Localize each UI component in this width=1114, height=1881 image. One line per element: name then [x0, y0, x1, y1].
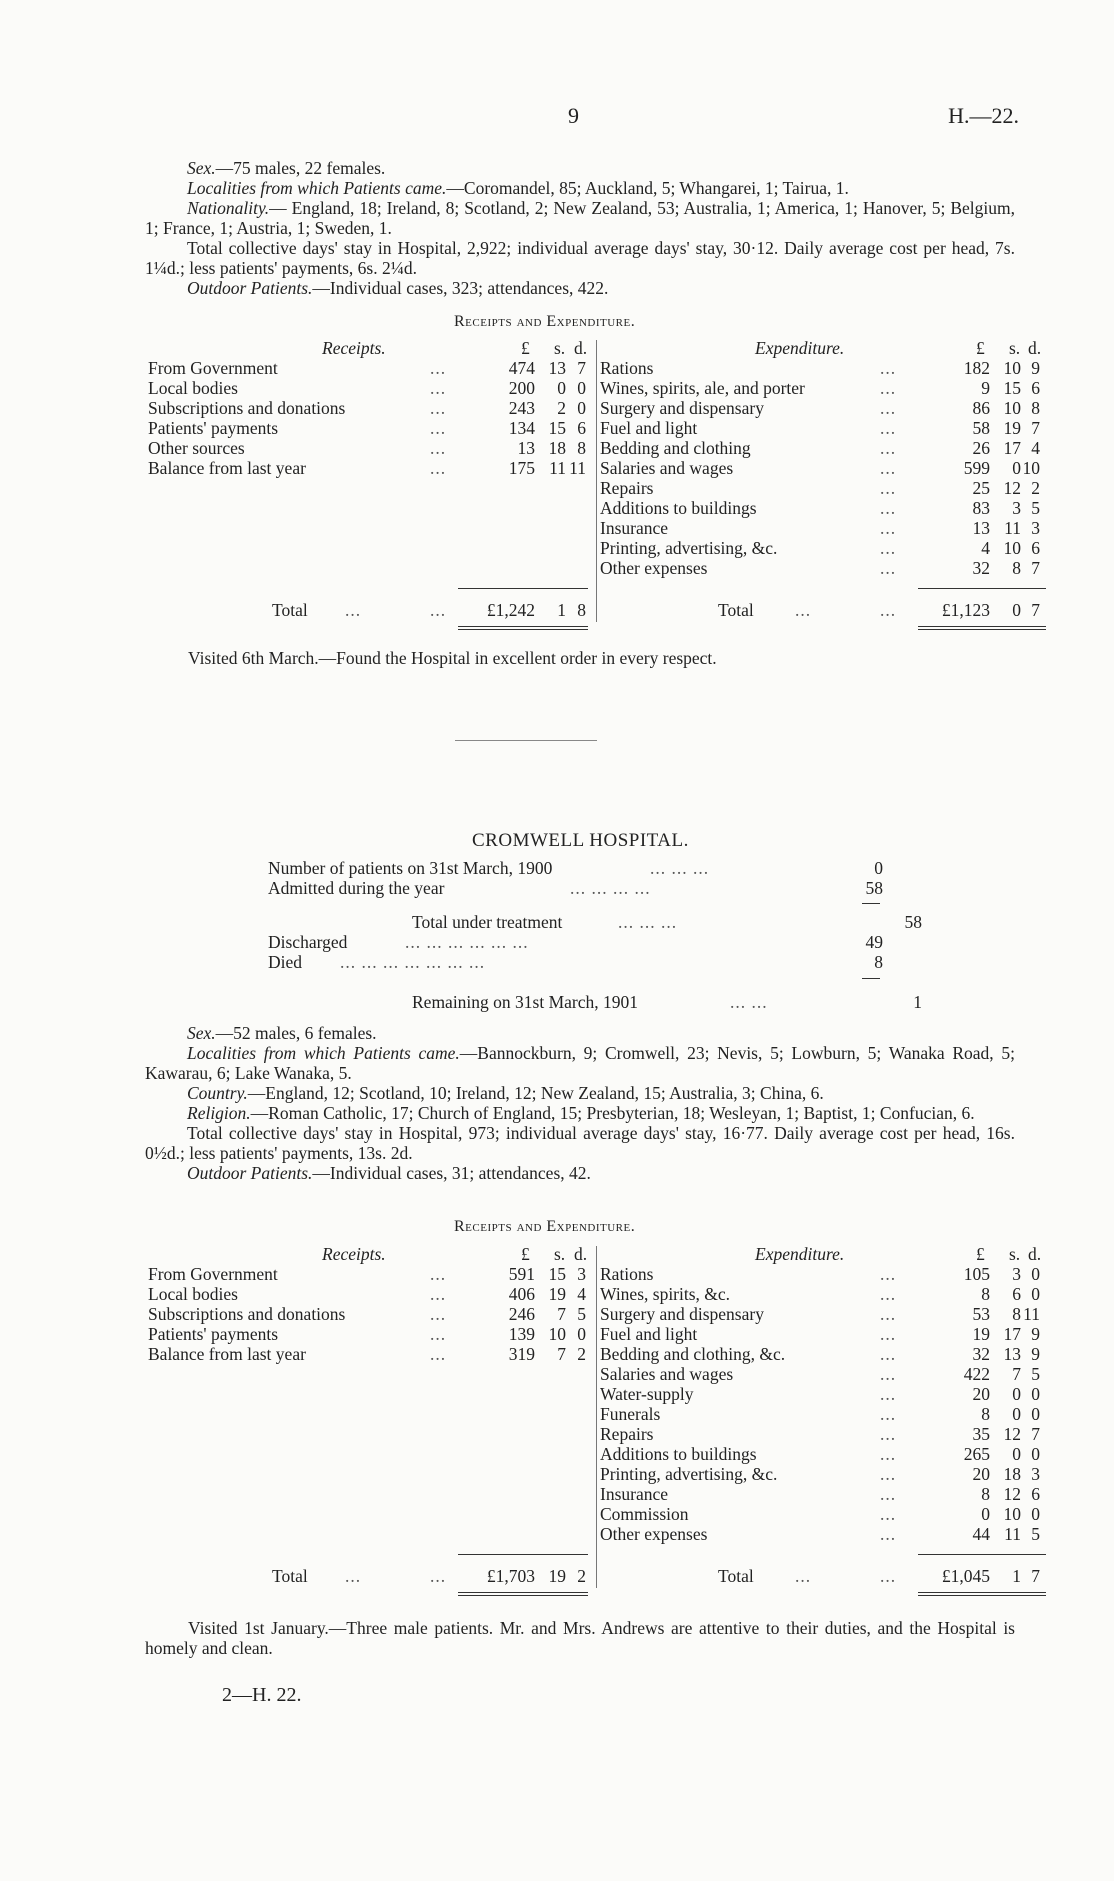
- leader-dots: ...: [880, 518, 897, 538]
- leader-dots: ...: [880, 600, 897, 620]
- receipt-pence: 0: [577, 1324, 586, 1344]
- expenditure-pence: 5: [1031, 1364, 1040, 1384]
- expenditure-shillings: 6: [1012, 1284, 1021, 1304]
- leader-dots: ...: [880, 1424, 897, 1444]
- expenditure-total-pence: 7: [1031, 600, 1040, 620]
- expenditure-shillings: 0: [1012, 1444, 1021, 1464]
- expenditure-label: Salaries and wages: [600, 458, 734, 478]
- expenditure-shillings: 10: [1003, 1504, 1021, 1524]
- receipt-pounds: 200: [508, 378, 535, 398]
- leader-dots: ...: [880, 358, 897, 378]
- stat-value: 0: [874, 858, 883, 878]
- expenditure-heading: Expenditure.: [755, 338, 845, 358]
- hospital2-statistics: [145, 1023, 1015, 1183]
- expenditure-label: Repairs: [600, 1424, 654, 1444]
- receipt-shillings: 7: [557, 1304, 566, 1324]
- expenditure-shillings: 13: [1003, 1344, 1021, 1364]
- paragraph-text: —Bannockburn, 9; Cromwell, 23; Nevis, 5; Lowburn, 5; Wanaka Road, 5; Kawarau, 6; Lake Wanaka, 5.: [145, 1043, 1015, 1083]
- receipt-pounds: 243: [508, 398, 535, 418]
- receipts-total-pence: 2: [577, 1566, 586, 1586]
- expenditure-shillings: 10: [1003, 358, 1021, 378]
- sum-line: [918, 588, 1046, 589]
- receipt-pounds: 474: [508, 358, 535, 378]
- paragraph-text: Total collective days' stay in Hospital, 973; individual average days' stay, 16·77. Daily average cost per head, 16s. 0½d.; less patients' payments, 13s. 2d.: [145, 1123, 1015, 1163]
- leader-dots: ...: [880, 558, 897, 578]
- leader-dots: ... ...: [730, 992, 768, 1012]
- sum-line: [458, 1554, 588, 1555]
- stat-paragraph: [145, 1163, 1015, 1183]
- receipt-pence: 0: [577, 378, 586, 398]
- stat-value: 49: [865, 932, 883, 952]
- expenditure-pounds: 8: [981, 1404, 990, 1424]
- expenditure-pence: 3: [1031, 518, 1040, 538]
- receipt-label: Balance from last year: [148, 1344, 306, 1364]
- expenditure-pounds: 19: [972, 1324, 990, 1344]
- expenditure-label: Bedding and clothing: [600, 438, 751, 458]
- leader-dots: ...: [880, 538, 897, 558]
- leader-dots: ...: [430, 418, 447, 438]
- leader-dots: ...: [880, 1324, 897, 1344]
- leader-dots: ...: [880, 1504, 897, 1524]
- stat-value: 58: [904, 912, 922, 932]
- hospital1-statistics: [145, 158, 1015, 298]
- expenditure-label: Repairs: [600, 478, 654, 498]
- receipt-pence: 6: [577, 418, 586, 438]
- leader-dots: ...: [880, 1404, 897, 1424]
- expenditure-label: Fuel and light: [600, 418, 698, 438]
- leader-dots: ...: [430, 600, 447, 620]
- expenditure-total-label: Total: [718, 600, 754, 620]
- expenditure-shillings: 15: [1003, 378, 1021, 398]
- expenditure-label: Printing, advertising, &c.: [600, 538, 778, 558]
- paragraph-label: Localities from which Patients came.: [187, 1043, 460, 1063]
- receipt-label: Patients' payments: [148, 418, 279, 438]
- receipts-total-shillings: 1: [557, 600, 566, 620]
- receipt-pounds: 406: [508, 1284, 535, 1304]
- expenditure-pence: 8: [1031, 398, 1040, 418]
- expenditure-pounds: 13: [972, 518, 990, 538]
- receipt-label: From Government: [148, 1264, 278, 1284]
- double-underline: [918, 1592, 1046, 1593]
- expenditure-pounds: 25: [972, 478, 990, 498]
- expenditure-pence: 7: [1031, 1424, 1040, 1444]
- col-header-shillings: s.: [1009, 1244, 1021, 1264]
- stat-paragraph: [145, 1123, 1015, 1163]
- paragraph-label: Outdoor Patients.: [187, 278, 313, 298]
- leader-dots: ...: [430, 1264, 447, 1284]
- expenditure-label: Surgery and dispensary: [600, 1304, 764, 1324]
- column-divider: [596, 340, 597, 622]
- paragraph-text: —Roman Catholic, 17; Church of England, 15; Presbyterian, 18; Wesleyan, 1; Baptist, 1; Confucian, 6.: [250, 1103, 975, 1123]
- double-underline: [458, 626, 588, 627]
- receipt-shillings: 11: [549, 458, 566, 478]
- expenditure-pounds: 4: [981, 538, 990, 558]
- col-header-pence: d.: [574, 338, 588, 358]
- footer-signature: 2—H. 22.: [222, 1684, 302, 1706]
- paragraph-text: —75 males, 22 females.: [215, 158, 386, 178]
- expenditure-shillings: 12: [1003, 478, 1021, 498]
- expenditure-label: Rations: [600, 1264, 654, 1284]
- leader-dots: ... ... ... ... ... ...: [405, 932, 529, 952]
- expenditure-label: Insurance: [600, 518, 669, 538]
- paragraph-label: Sex.: [187, 1023, 216, 1043]
- expenditure-pounds: 8: [981, 1484, 990, 1504]
- leader-dots: ...: [430, 398, 447, 418]
- expenditure-pence: 4: [1031, 438, 1040, 458]
- receipt-pence: 8: [577, 438, 586, 458]
- leader-dots: ...: [880, 1344, 897, 1364]
- expenditure-shillings: 18: [1003, 1464, 1021, 1484]
- receipt-label: From Government: [148, 358, 278, 378]
- expenditure-label: Other expenses: [600, 1524, 708, 1544]
- expenditure-pounds: 83: [972, 498, 990, 518]
- expenditure-pounds: 599: [963, 458, 990, 478]
- receipt-label: Subscriptions and donations: [148, 1304, 346, 1324]
- expenditure-label: Other expenses: [600, 558, 708, 578]
- double-underline: [918, 629, 1046, 630]
- receipt-shillings: 15: [548, 1264, 566, 1284]
- receipt-shillings: 0: [557, 378, 566, 398]
- expenditure-shillings: 8: [1012, 1304, 1021, 1324]
- leader-dots: ...: [430, 1284, 447, 1304]
- expenditure-pence: 6: [1031, 1484, 1040, 1504]
- col-header-shillings: s.: [554, 338, 566, 358]
- expenditure-shillings: 7: [1012, 1364, 1021, 1384]
- leader-dots: ...: [880, 1444, 897, 1464]
- leader-dots: ...: [880, 378, 897, 398]
- stat-paragraph: [145, 238, 1015, 278]
- expenditure-shillings: 10: [1003, 398, 1021, 418]
- expenditure-shillings: 17: [1003, 438, 1021, 458]
- stat-paragraph: [145, 158, 1015, 178]
- expenditure-pounds: 20: [972, 1464, 990, 1484]
- expenditure-shillings: 0: [1012, 458, 1021, 478]
- expenditure-pence: 2: [1031, 478, 1040, 498]
- receipt-pence: 2: [577, 1344, 586, 1364]
- col-header-pounds: £: [521, 338, 530, 358]
- receipts-total-pounds: £1,242: [486, 600, 535, 620]
- expenditure-pounds: 86: [972, 398, 990, 418]
- leader-dots: ...: [430, 1344, 447, 1364]
- leader-dots: ...: [880, 1464, 897, 1484]
- receipts-total-label: Total: [272, 600, 308, 620]
- receipt-pounds: 319: [508, 1344, 535, 1364]
- col-header-shillings: s.: [1009, 338, 1021, 358]
- leader-dots: ...: [880, 498, 897, 518]
- stat-label: Discharged: [268, 932, 348, 952]
- expenditure-pence: 6: [1031, 378, 1040, 398]
- col-header-pounds: £: [976, 338, 985, 358]
- receipt-pence: 4: [577, 1284, 586, 1304]
- receipt-shillings: 13: [548, 358, 566, 378]
- stat-paragraph: [145, 198, 1015, 238]
- receipt-shillings: 2: [557, 398, 566, 418]
- paragraph-label: Religion.: [187, 1103, 251, 1123]
- expenditure-pence: 7: [1031, 558, 1040, 578]
- paragraph-text: —Coromandel, 85; Auckland, 5; Whangarei, 1; Tairua, 1.: [446, 178, 849, 198]
- expenditure-label: Additions to buildings: [600, 498, 757, 518]
- expenditure-pence: 3: [1031, 1464, 1040, 1484]
- stat-label: Total under treatment: [412, 912, 563, 932]
- sum-line: [918, 1554, 1046, 1555]
- expenditure-pence: 0: [1031, 1404, 1040, 1424]
- receipts-total-label: Total: [272, 1566, 308, 1586]
- expenditure-shillings: 3: [1012, 1264, 1021, 1284]
- leader-dots: ...: [880, 1524, 897, 1544]
- stat-paragraph: [145, 1043, 1015, 1083]
- expenditure-pence: 5: [1031, 498, 1040, 518]
- stat-paragraph: [145, 178, 1015, 198]
- sum-line: [458, 588, 588, 589]
- receipt-label: Patients' payments: [148, 1324, 279, 1344]
- expenditure-shillings: 8: [1012, 558, 1021, 578]
- receipt-pounds: 246: [508, 1304, 535, 1324]
- receipt-shillings: 15: [548, 418, 566, 438]
- paragraph-text: —Individual cases, 323; attendances, 422.: [312, 278, 609, 298]
- paragraph-text: Total collective days' stay in Hospital, 2,922; individual average days' stay, 30·12. Daily average cost per head, 7s. 1¼d.; less patients' payments, 6s. 2¼d.: [145, 238, 1015, 278]
- stat-paragraph: [145, 1103, 1015, 1123]
- leader-dots: ... ... ...: [618, 912, 678, 932]
- expenditure-total-pence: 7: [1031, 1566, 1040, 1586]
- expenditure-pence: 5: [1031, 1524, 1040, 1544]
- expenditure-total-label: Total: [718, 1566, 754, 1586]
- leader-dots: ...: [345, 600, 362, 620]
- document-reference: H.—22.: [948, 103, 1019, 128]
- leader-dots: ...: [430, 438, 447, 458]
- sum-line: [862, 978, 880, 979]
- hospital1-table-title: Receipts and Expenditure.: [454, 313, 636, 330]
- column-divider: [596, 1246, 597, 1588]
- sum-line: [862, 903, 880, 904]
- leader-dots: ...: [880, 478, 897, 498]
- expenditure-pounds: 53: [972, 1304, 990, 1324]
- expenditure-pence: 6: [1031, 538, 1040, 558]
- receipt-pounds: 591: [508, 1264, 535, 1284]
- stat-paragraph: [145, 1083, 1015, 1103]
- leader-dots: ...: [880, 398, 897, 418]
- expenditure-pence: 11: [1023, 1304, 1040, 1324]
- expenditure-pence: 9: [1031, 1324, 1040, 1344]
- expenditure-pounds: 32: [972, 558, 990, 578]
- expenditure-pence: 0: [1031, 1284, 1040, 1304]
- double-underline: [918, 626, 1046, 627]
- expenditure-shillings: 0: [1012, 1384, 1021, 1404]
- leader-dots: ...: [880, 1264, 897, 1284]
- receipt-label: Local bodies: [148, 1284, 238, 1304]
- expenditure-shillings: 19: [1003, 418, 1021, 438]
- expenditure-label: Surgery and dispensary: [600, 398, 764, 418]
- stat-value: 1: [913, 992, 922, 1012]
- receipt-shillings: 18: [548, 438, 566, 458]
- col-header-shillings: s.: [554, 1244, 566, 1264]
- expenditure-pence: 0: [1031, 1444, 1040, 1464]
- col-header-pounds: £: [521, 1244, 530, 1264]
- expenditure-pounds: 0: [981, 1504, 990, 1524]
- expenditure-pounds: 58: [972, 418, 990, 438]
- leader-dots: ...: [880, 1484, 897, 1504]
- receipt-pounds: 13: [517, 438, 535, 458]
- hospital1-visited-note: Visited 6th March.—Found the Hospital in excellent order in every respect.: [188, 648, 717, 668]
- double-underline: [458, 1592, 588, 1593]
- expenditure-label: Commission: [600, 1504, 689, 1524]
- col-header-pence: d.: [1028, 338, 1042, 358]
- leader-dots: ...: [430, 1324, 447, 1344]
- leader-dots: ...: [795, 600, 812, 620]
- receipt-shillings: 19: [548, 1284, 566, 1304]
- expenditure-total-shillings: 0: [1012, 600, 1021, 620]
- receipt-pounds: 175: [508, 458, 535, 478]
- expenditure-label: Printing, advertising, &c.: [600, 1464, 778, 1484]
- expenditure-shillings: 10: [1003, 538, 1021, 558]
- stat-label: Remaining on 31st March, 1901: [412, 992, 639, 1012]
- expenditure-label: Rations: [600, 358, 654, 378]
- receipts-heading: Receipts.: [322, 338, 386, 358]
- stat-label: Died: [268, 952, 303, 972]
- expenditure-shillings: 11: [1004, 518, 1021, 538]
- stat-value: 58: [865, 878, 883, 898]
- expenditure-pounds: 32: [972, 1344, 990, 1364]
- double-underline: [458, 1595, 588, 1596]
- paragraph-text: —England, 12; Scotland, 10; Ireland, 12; New Zealand, 15; Australia, 3; China, 6.: [247, 1083, 824, 1103]
- expenditure-shillings: 0: [1012, 1404, 1021, 1424]
- leader-dots: ...: [880, 1384, 897, 1404]
- receipts-heading: Receipts.: [322, 1244, 386, 1264]
- hospital2-visited-note: Visited 1st January.—Three male patients. Mr. and Mrs. Andrews are attentive to their duties, and the Hospital is homely and clean.: [145, 1618, 1015, 1658]
- leader-dots: ...: [880, 1284, 897, 1304]
- leader-dots: ... ... ...: [650, 858, 710, 878]
- leader-dots: ...: [880, 418, 897, 438]
- leader-dots: ...: [430, 358, 447, 378]
- expenditure-pounds: 26: [972, 438, 990, 458]
- stat-label: Number of patients on 31st March, 1900: [268, 858, 553, 878]
- double-underline: [458, 629, 588, 630]
- stat-paragraph: [145, 278, 1015, 298]
- page-number: 9: [568, 103, 579, 128]
- expenditure-pence: 0: [1031, 1504, 1040, 1524]
- expenditure-total-shillings: 1: [1012, 1566, 1021, 1586]
- expenditure-shillings: 17: [1003, 1324, 1021, 1344]
- leader-dots: ...: [880, 438, 897, 458]
- expenditure-pounds: 9: [981, 378, 990, 398]
- expenditure-label: Salaries and wages: [600, 1364, 734, 1384]
- receipts-total-pence: 8: [577, 600, 586, 620]
- stat-paragraph: [145, 1023, 1015, 1043]
- receipt-shillings: 7: [557, 1344, 566, 1364]
- leader-dots: ...: [880, 1364, 897, 1384]
- section-divider: [455, 740, 597, 741]
- expenditure-pounds: 20: [972, 1384, 990, 1404]
- paragraph-text: — England, 18; Ireland, 8; Scotland, 2; New Zealand, 53; Australia, 1; America, 1; Hanover, 5; Belgium, 1; France, 1; Austria, 1; Sweden, 1.: [145, 198, 1015, 238]
- paragraph-label: Outdoor Patients.: [187, 1163, 313, 1183]
- expenditure-pence: 9: [1031, 358, 1040, 378]
- expenditure-label: Insurance: [600, 1484, 669, 1504]
- paragraph-label: Localities from which Patients came.: [187, 178, 447, 198]
- expenditure-shillings: 12: [1003, 1484, 1021, 1504]
- expenditure-shillings: 11: [1004, 1524, 1021, 1544]
- expenditure-pence: 9: [1031, 1344, 1040, 1364]
- expenditure-label: Bedding and clothing, &c.: [600, 1344, 786, 1364]
- leader-dots: ...: [880, 1304, 897, 1324]
- expenditure-pounds: 105: [963, 1264, 990, 1284]
- leader-dots: ...: [880, 458, 897, 478]
- leader-dots: ...: [430, 1566, 447, 1586]
- hospital2-title: CROMWELL HOSPITAL.: [472, 830, 689, 851]
- receipt-shillings: 10: [548, 1324, 566, 1344]
- receipt-label: Balance from last year: [148, 458, 306, 478]
- col-header-pence: d.: [1028, 1244, 1042, 1264]
- receipt-label: Subscriptions and donations: [148, 398, 346, 418]
- receipt-pence: 11: [569, 458, 586, 478]
- leader-dots: ...: [795, 1566, 812, 1586]
- expenditure-label: Wines, spirits, &c.: [600, 1284, 731, 1304]
- paragraph-label: Sex.: [187, 158, 216, 178]
- leader-dots: ...: [430, 1304, 447, 1324]
- expenditure-total-pounds: £1,045: [941, 1566, 990, 1586]
- expenditure-label: Funerals: [600, 1404, 661, 1424]
- expenditure-pounds: 265: [963, 1444, 990, 1464]
- leader-dots: ...: [345, 1566, 362, 1586]
- stat-label: Admitted during the year: [268, 878, 445, 898]
- expenditure-pence: 0: [1031, 1264, 1040, 1284]
- receipt-pence: 0: [577, 398, 586, 418]
- receipt-label: Local bodies: [148, 378, 238, 398]
- paragraph-label: Nationality.: [187, 198, 270, 218]
- receipt-label: Other sources: [148, 438, 245, 458]
- col-header-pounds: £: [976, 1244, 985, 1264]
- receipt-pounds: 134: [508, 418, 535, 438]
- expenditure-pounds: 44: [972, 1524, 990, 1544]
- double-underline: [918, 1595, 1046, 1596]
- expenditure-label: Wines, spirits, ale, and porter: [600, 378, 805, 398]
- leader-dots: ...: [430, 378, 447, 398]
- expenditure-pounds: 182: [963, 358, 990, 378]
- paragraph-label: Country.: [187, 1083, 248, 1103]
- receipt-pence: 5: [577, 1304, 586, 1324]
- receipt-pounds: 139: [508, 1324, 535, 1344]
- expenditure-shillings: 12: [1003, 1424, 1021, 1444]
- col-header-pence: d.: [574, 1244, 588, 1264]
- leader-dots: ...: [880, 1566, 897, 1586]
- receipts-total-shillings: 19: [548, 1566, 566, 1586]
- expenditure-shillings: 3: [1012, 498, 1021, 518]
- expenditure-heading: Expenditure.: [755, 1244, 845, 1264]
- expenditure-label: Additions to buildings: [600, 1444, 757, 1464]
- hospital2-table-title: Receipts and Expenditure.: [454, 1218, 636, 1235]
- expenditure-pence: 10: [1022, 458, 1040, 478]
- expenditure-total-pounds: £1,123: [941, 600, 990, 620]
- leader-dots: ... ... ... ...: [570, 878, 651, 898]
- expenditure-label: Fuel and light: [600, 1324, 698, 1344]
- expenditure-pounds: 35: [972, 1424, 990, 1444]
- expenditure-pence: 0: [1031, 1384, 1040, 1404]
- receipt-pence: 3: [577, 1264, 586, 1284]
- leader-dots: ... ... ... ... ... ... ...: [340, 952, 486, 972]
- paragraph-text: —Individual cases, 31; attendances, 42.: [312, 1163, 591, 1183]
- expenditure-pounds: 8: [981, 1284, 990, 1304]
- receipt-pence: 7: [577, 358, 586, 378]
- leader-dots: ...: [430, 458, 447, 478]
- paragraph-text: —52 males, 6 females.: [215, 1023, 377, 1043]
- receipts-total-pounds: £1,703: [486, 1566, 535, 1586]
- stat-value: 8: [874, 952, 883, 972]
- expenditure-label: Water-supply: [600, 1384, 694, 1404]
- expenditure-pounds: 422: [963, 1364, 990, 1384]
- expenditure-pence: 7: [1031, 418, 1040, 438]
